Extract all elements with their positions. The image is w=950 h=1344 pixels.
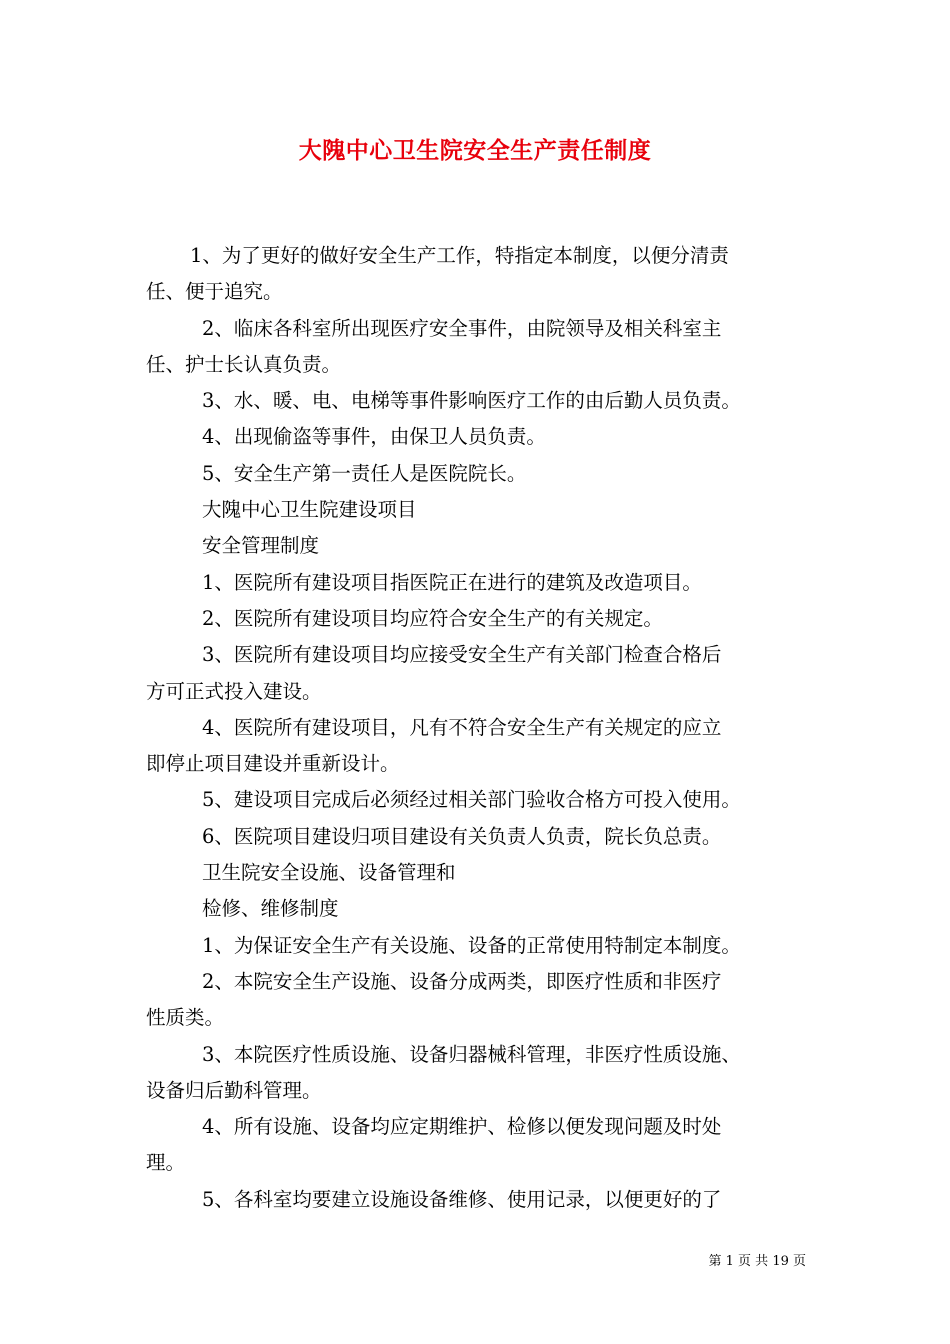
- body-line: 检修、维修制度: [202, 897, 339, 921]
- body-line: 3、本院医疗性质设施、设备归器械科管理，非医疗性质设施、: [202, 1042, 741, 1066]
- body-line: 任、便于追究。: [146, 280, 283, 304]
- body-line: 3、水、暖、电、电梯等事件影响医疗工作的由后勤人员负责。: [202, 389, 741, 413]
- body-line: 4、出现偷盗等事件，由保卫人员负责。: [202, 425, 546, 449]
- body-line: 大隗中心卫生院建设项目: [202, 498, 417, 522]
- document-body: [146, 238, 810, 1218]
- body-line: 1、为了更好的做好安全生产工作，特指定本制度，以便分清责: [190, 244, 729, 267]
- body-line: 卫生院安全设施、设备管理和: [202, 861, 456, 885]
- body-line: 理。: [146, 1151, 186, 1175]
- body-line: 任、护士长认真负责。: [146, 352, 342, 376]
- body-line: 方可正式投入建设。: [146, 679, 322, 703]
- body-line: 5、安全生产第一责任人是医院院长。: [202, 461, 527, 485]
- body-line: 1、为保证安全生产有关设施、设备的正常使用特制定本制度。: [202, 933, 741, 957]
- body-line: 3、医院所有建设项目均应接受安全生产有关部门检查合格后: [202, 643, 722, 667]
- body-line: 设备归后勤科管理。: [146, 1078, 322, 1102]
- page-footer: 第 1 页 共 19 页: [708, 1254, 806, 1269]
- document-title: 大隗中心卫生院安全生产责任制度: [298, 137, 652, 164]
- body-line: 2、本院安全生产设施、设备分成两类，即医疗性质和非医疗: [202, 969, 722, 993]
- body-line: 2、医院所有建设项目均应符合安全生产的有关规定。: [202, 606, 663, 630]
- body-line: 5、各科室均要建立设施设备维修、使用记录，以便更好的了: [202, 1187, 722, 1211]
- body-line: 2、临床各科室所出现医疗安全事件，由院领导及相关科室主: [202, 316, 722, 340]
- body-line: 4、医院所有建设项目，凡有不符合安全生产有关规定的应立: [202, 715, 722, 739]
- body-line: 即停止项目建设并重新设计。: [146, 752, 400, 776]
- body-line: 5、建设项目完成后必须经过相关部门验收合格方可投入使用。: [202, 788, 741, 812]
- body-line: 4、所有设施、设备均应定期维护、检修以便发现问题及时处: [202, 1115, 722, 1139]
- body-line: 6、医院项目建设归项目建设有关负责人负责，院长负总责。: [202, 824, 722, 848]
- body-line: 安全管理制度: [202, 534, 320, 558]
- body-line: 1、医院所有建设项目指医院正在进行的建筑及改造项目。: [202, 570, 702, 594]
- body-line: 性质类。: [146, 1006, 225, 1030]
